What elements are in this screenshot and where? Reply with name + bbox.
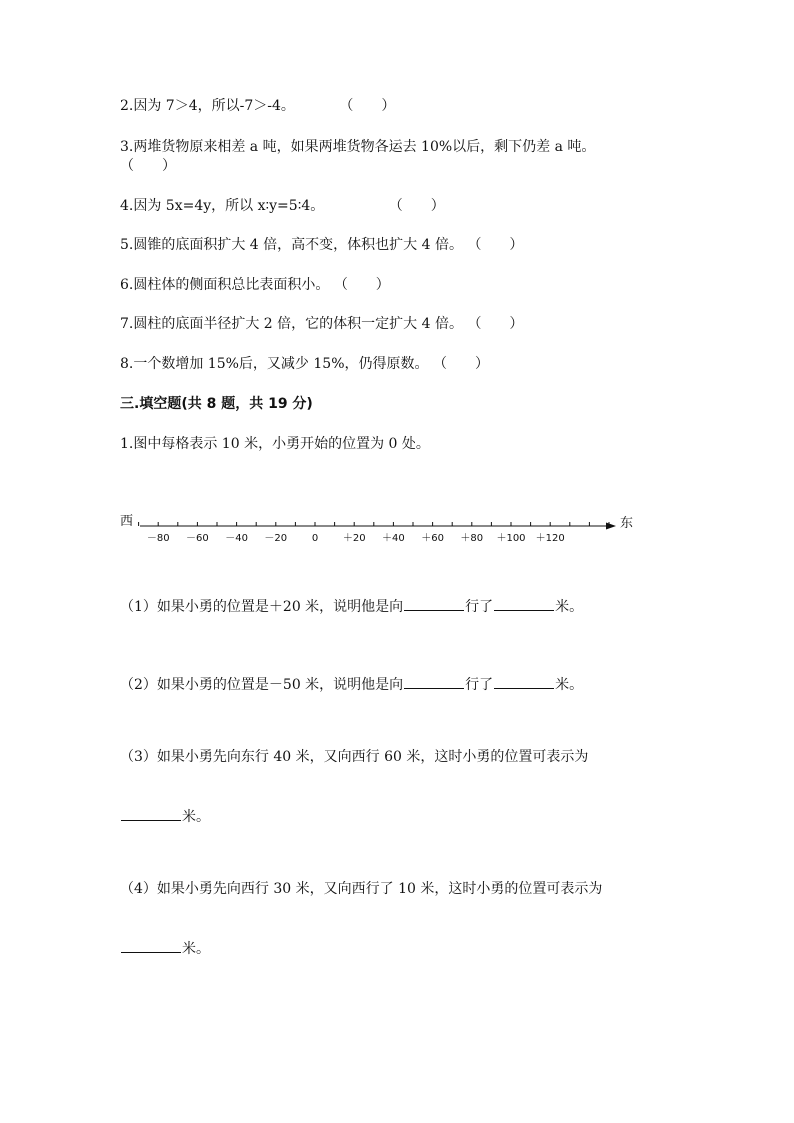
subquestion-text: （2）如果小勇的位置是－50 米，说明他是向 <box>120 677 404 693</box>
tick-label: －60 <box>186 533 209 544</box>
answer-parentheses[interactable]: （ ） <box>467 237 524 253</box>
tick-label: ＋120 <box>535 533 565 544</box>
subquestion-text: 米。 <box>555 677 584 693</box>
subquestion-3-answer <box>120 806 210 826</box>
tick-labels <box>147 532 565 544</box>
subquestion-3 <box>120 748 588 766</box>
number-line-graphic <box>120 508 640 548</box>
answer-parentheses[interactable]: （ ） <box>120 158 176 174</box>
judge-item-text: 3.两堆货物原来相差 a 吨，如果两堆货物各运去 10%以后，剩下仍差 a 吨。 <box>120 139 596 155</box>
answer-blank-position[interactable] <box>121 938 181 953</box>
tick-label: ＋100 <box>496 533 526 544</box>
subquestion-2 <box>120 674 583 694</box>
tick-label: －80 <box>146 533 170 544</box>
tick-label: ＋40 <box>382 533 405 544</box>
axis-arrow-icon <box>606 523 616 530</box>
answer-blank-position[interactable] <box>121 806 181 821</box>
subquestion-1 <box>120 596 583 616</box>
west-label: 西 <box>120 514 134 529</box>
subquestion-text: 米。 <box>182 809 210 825</box>
tick-label: ＋80 <box>460 533 484 544</box>
judge-item-5 <box>120 236 523 254</box>
subquestion-4 <box>120 880 602 898</box>
tick-label: 0 <box>311 533 319 544</box>
answer-parentheses[interactable]: （ ） <box>432 356 489 372</box>
judge-item-8 <box>120 355 489 373</box>
judge-item-3 <box>120 138 595 156</box>
answer-parentheses[interactable]: （ ） <box>467 316 524 332</box>
answer-parentheses[interactable]: （ ） <box>333 277 390 293</box>
subquestion-text: 米。 <box>555 599 584 615</box>
east-label: 东 <box>620 516 634 531</box>
subquestion-text: 米。 <box>182 941 210 957</box>
subquestion-text: （3）如果小勇先向东行 40 米，又向西行 60 米，这时小勇的位置可表示为 <box>120 749 589 765</box>
number-line <box>120 508 640 548</box>
answer-parentheses[interactable]: （ ） <box>388 198 445 214</box>
question-1-text: 1.图中每格表示 10 米，小勇开始的位置为 0 处。 <box>120 436 430 452</box>
subquestion-text: 行了 <box>465 599 494 615</box>
judge-item-3-paren-line <box>120 157 176 175</box>
judge-item-text: 7.圆柱的底面半径扩大 2 倍，它的体积一定扩大 4 倍。 <box>120 316 463 332</box>
judge-item-text: 6.圆柱体的侧面积总比表面积小。 <box>120 277 330 293</box>
answer-blank-direction[interactable] <box>404 596 464 611</box>
subquestion-text: （1）如果小勇的位置是＋20 米，说明他是向 <box>120 599 404 615</box>
judge-item-6 <box>120 276 390 294</box>
judge-item-2 <box>120 97 395 115</box>
judge-item-7 <box>120 315 523 333</box>
tick-marks <box>120 522 609 526</box>
tick-label: －20 <box>264 533 288 544</box>
subquestion-text: 行了 <box>465 677 494 693</box>
judge-item-text: 2.因为 7＞4，所以-7＞-4。 <box>120 98 295 114</box>
subquestion-text: （4）如果小勇先向西行 30 米，又向西行了 10 米，这时小勇的位置可表示为 <box>120 881 603 897</box>
section-heading: 三.填空题(共 8 题，共 19 分) <box>120 396 313 412</box>
tick-label: ＋60 <box>421 533 444 544</box>
subquestion-4-answer <box>120 938 210 958</box>
judge-item-text: 4.因为 5x=4y，所以 x∶y=5∶4。 <box>120 198 325 214</box>
answer-parentheses[interactable]: （ ） <box>339 98 396 114</box>
tick-label: ＋20 <box>342 533 366 544</box>
answer-blank-direction[interactable] <box>404 674 464 689</box>
tick-label: －40 <box>225 533 248 544</box>
answer-blank-distance[interactable] <box>494 674 554 689</box>
answer-blank-distance[interactable] <box>494 596 554 611</box>
judge-item-text: 5.圆锥的底面积扩大 4 倍，高不变，体积也扩大 4 倍。 <box>120 237 463 253</box>
judge-item-4 <box>120 197 445 215</box>
judge-item-text: 8.一个数增加 15%后，又减少 15%，仍得原数。 <box>120 356 429 372</box>
